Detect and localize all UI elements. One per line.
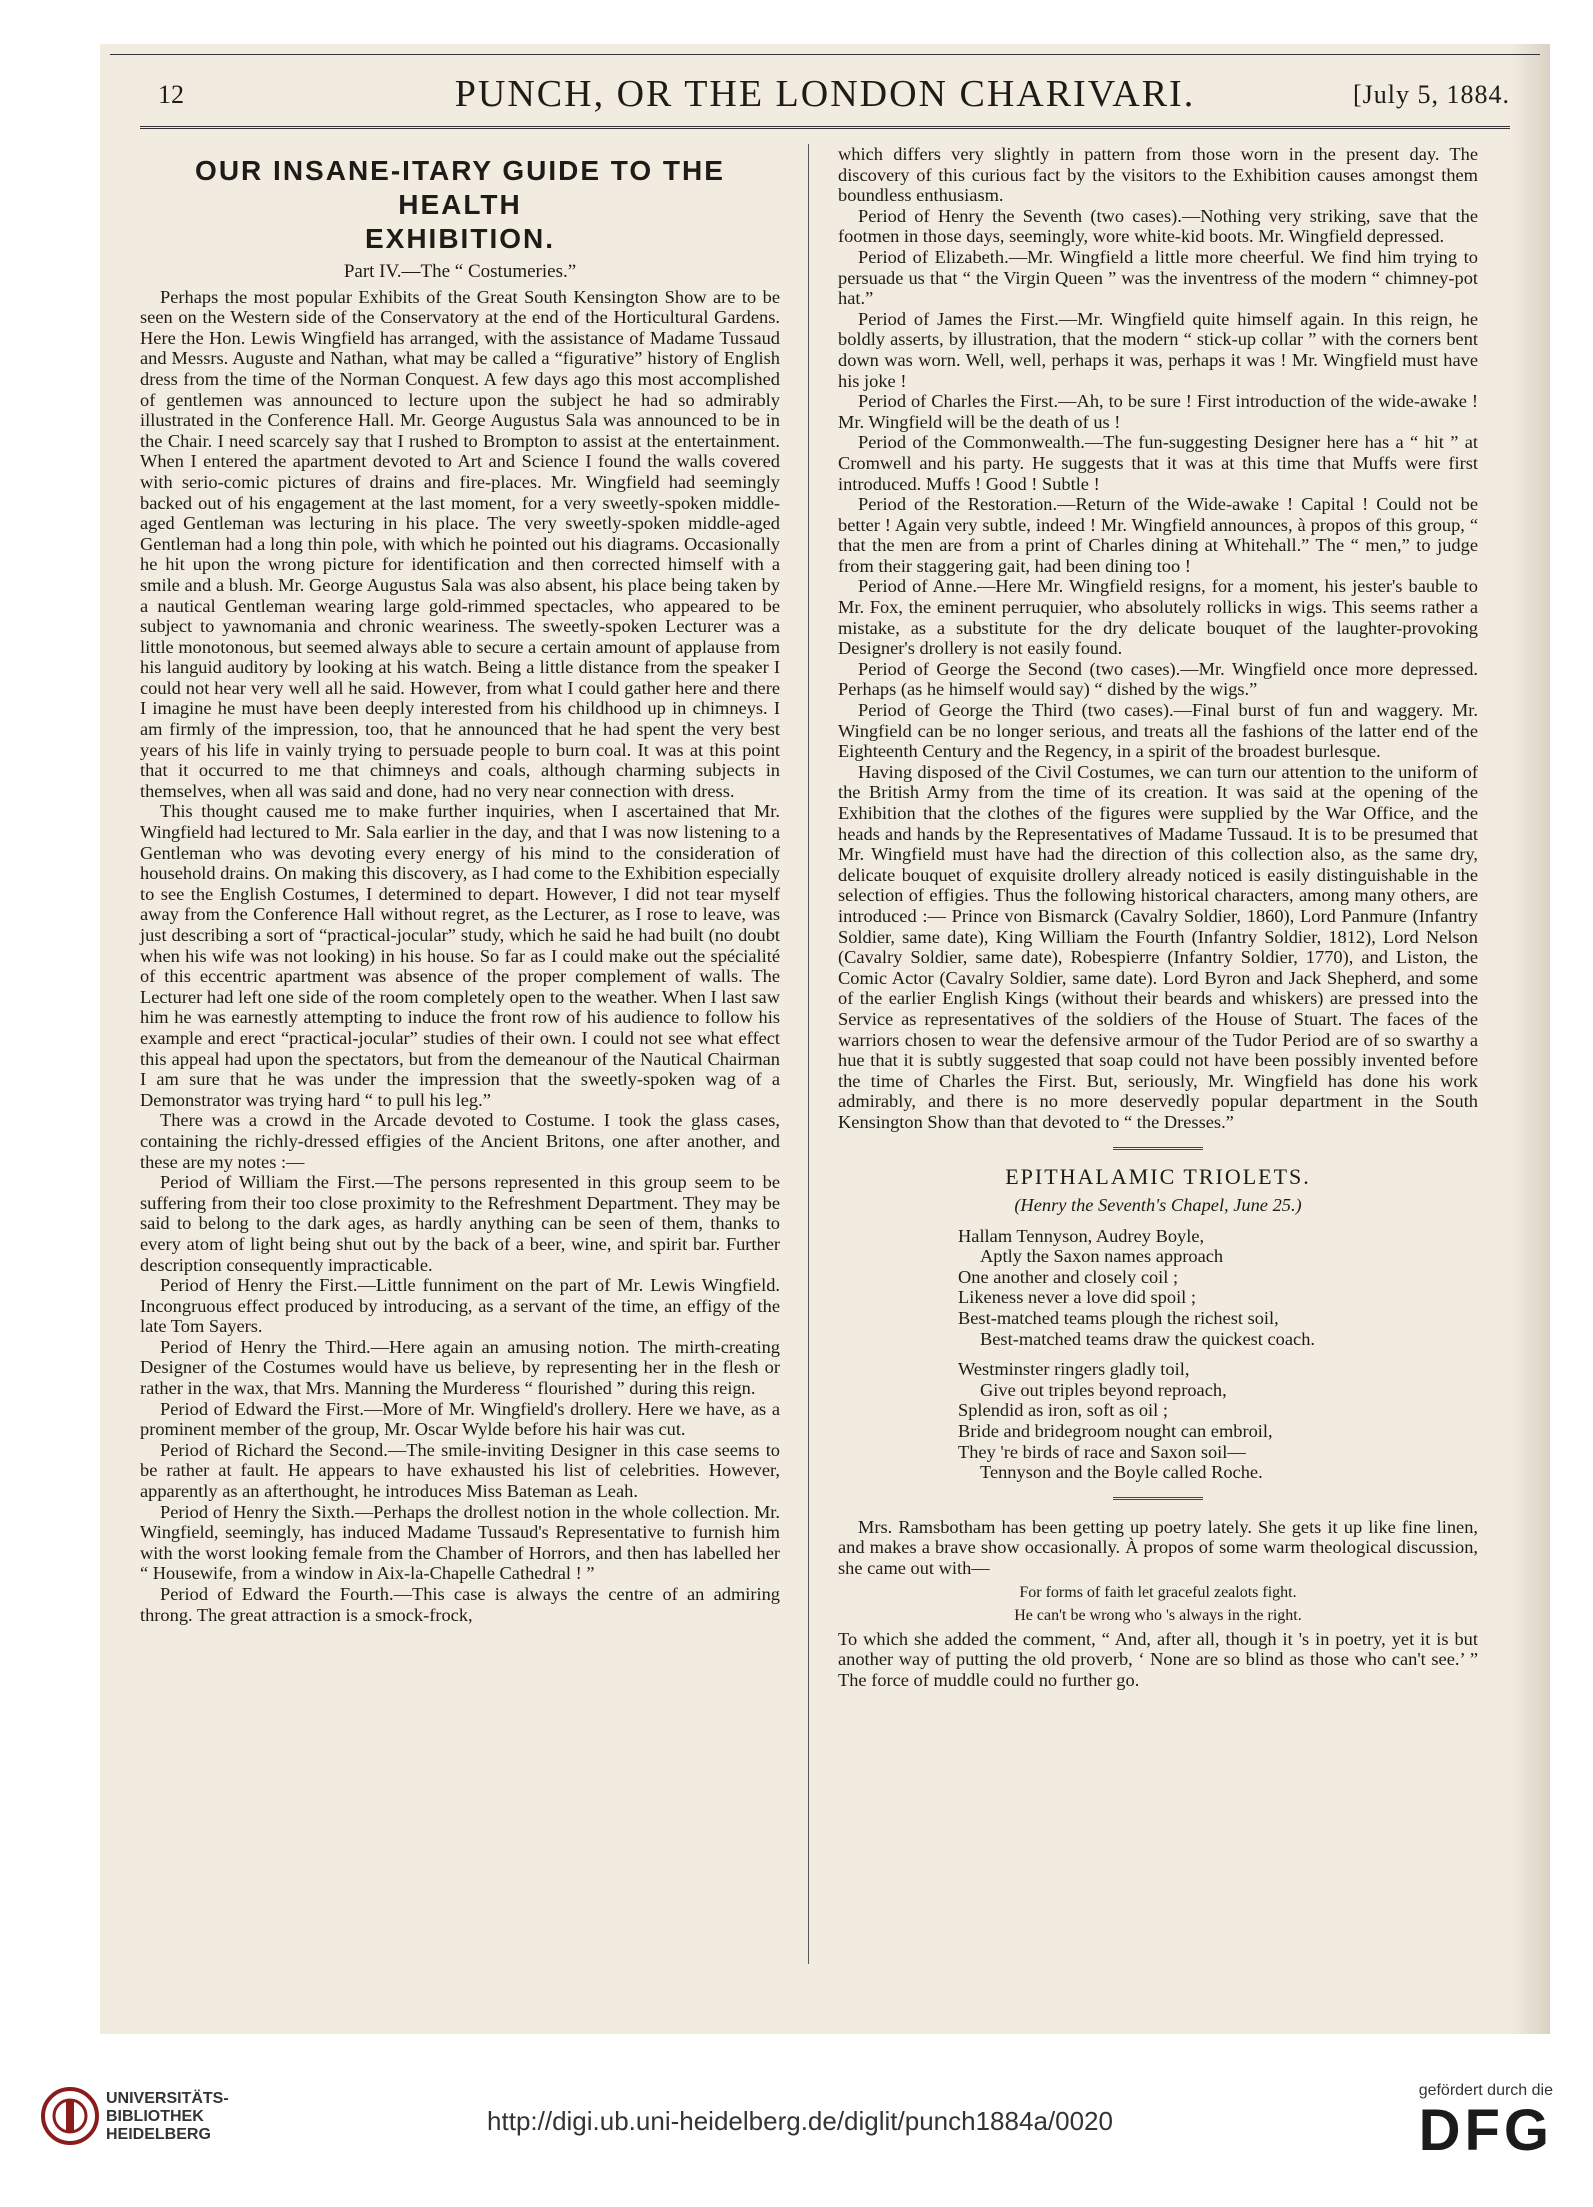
article-paragraph: Period of Elizabeth.—Mr. Wingfield a little more cheerful. We find him trying to persuade us that “ the Virgin Queen ” was the inventress of the modern “ chimney-pot hat.” <box>838 246 1478 309</box>
article-paragraph: Period of George the Second (two cases).—Mr. Wingfield once more depressed. Perhaps (as he himself would say) “ dished by the wigs.” <box>838 658 1478 700</box>
top-rule <box>110 54 1540 55</box>
article-title <box>140 154 780 256</box>
article-paragraph: Period of Edward the First.—More of Mr. Wingfield's drollery. Here we have, as a prominent member of the group, Mr. Oscar Wylde before his hair was cut. <box>140 1398 780 1440</box>
section-separator <box>1113 1147 1203 1153</box>
article-subtitle: Part IV.—The “ Costumeries.” <box>343 261 577 282</box>
verse-quote: For forms of faith let graceful zealots fight. <box>1019 1583 1297 1601</box>
column-divider <box>808 144 809 1964</box>
library-seal-icon <box>40 2086 100 2146</box>
article-paragraph: This thought caused me to make further inquiries, when I ascertained that Mr. Wingfield had lectured to Mr. Sala earlier in the day, and that I was now listening to a Gentleman who was devoting every energy of his mind to the consideration of household drains. On making this discovery, as I had come to the Exhibition especially to see the English Costumes, I determined to depart. However, I did not tear myself away from the Conference Hall without regret, as the Lecturer, as I rose to leave, was just describing a sort of “practical-jocular” study, which he said he had built (no doubt when his wife was not looking) in his house. So far as I could make out the spécialité of this eccentric apartment was absence of the proper complement of walls. The Lecturer had left one side of the room completely open to the weather. When I last saw him he was earnestly attempting to induce the front row of his audience to follow his example and erect “practical-jocular” studies of their own. I could not see what effect this appeal had upon the spectators, but from the demeanour of the Nautical Chairman I am sure that he was under the impression that the sweetly-spoken wag of a Demonstrator was trying hard “ to pull his leg.” <box>140 801 780 1110</box>
section-separator <box>1113 1497 1203 1503</box>
article-paragraph: Period of Henry the Sixth.—Perhaps the drollest notion in the whole collection. Mr. Wingfield, seemingly, has induced Madame Tussaud's Representative to furnish him with the worst looking female from the Chamber of Horrors, and then has labelled her “ Housewife, from a window in Aix-la-Chapelle Cathedral ! ” <box>140 1501 780 1584</box>
poem-line: Hallam Tennyson, Audrey Boyle, <box>958 1225 1205 1246</box>
article-paragraph: Period of James the First.—Mr. Wingfield quite himself again. In this reign, he boldly asserts, by illustration, that the modern “ stick-up collar ” with the corners bent down was worn. Well, well, perhaps it was, perhaps it was ! Mr. Wingfield must have his joke ! <box>838 308 1478 391</box>
article-paragraph: Period of George the Third (two cases).—Final burst of fun and waggery. Mr. Wingfield can be no longer serious, and treats all the fashions of the latter end of the Eighteenth Century and the Regency, in a spirit of the broadest burlesque. <box>838 700 1478 762</box>
poem-line: They 're birds of race and Saxon soil— <box>958 1441 1246 1462</box>
permalink[interactable]: http://digi.ub.uni-heidelberg.de/diglit/punch1884a/0020 <box>487 2106 1113 2136</box>
article-title-line1: OUR INSANE-ITARY GUIDE TO THE HEALTH <box>195 155 725 220</box>
article-paragraph: Period of Charles the First.—Ah, to be sure ! First introduction of the wide-awake ! Mr. Wingfield will be the death of us ! <box>838 391 1478 432</box>
poem-line: Aptly the Saxon names approach <box>980 1246 1224 1267</box>
poem-line: One another and closely coil ; <box>958 1266 1179 1287</box>
article-paragraph: Period of Henry the Third.—Here again an amusing notion. The mirth-creating Designer of the Costumes would have us believe, by representing her in the flesh or rather in the wax, that Mrs. Manning the Murderess “ flourished ” during this reign. <box>140 1336 780 1399</box>
library-name <box>106 2090 229 2144</box>
funding-note: gefördert durch die <box>1418 2082 1553 2099</box>
article-paragraph: Period of the Restoration.—Return of the Wide-awake ! Capital ! Could not be better ! Again very subtle, indeed ! Mr. Wingfield announces, à propos of this group, “ that the men are from a print of Charles dining at Whitehall.” The “ men,” to judge from their staggering gait, had been dining too ! <box>838 494 1478 576</box>
library-name-line1: UNIVERSITÄTS- <box>106 2090 229 2107</box>
article-paragraph: There was a crowd in the Arcade devoted to Costume. I took the glass cases, containing the richly-dressed effigies of the Ancient Britons, one after another, and these are my notes :— <box>140 1110 780 1172</box>
ramsbotham-paragraph: Mrs. Ramsbotham has been getting up poetry lately. She gets it up like fine linen, and makes a brave show occasionally. À propos of some warm theological discussion, she came out with— <box>838 1516 1478 1578</box>
article-paragraph: Having disposed of the Civil Costumes, we can turn our attention to the uniform of the British Army from the time of its creation. It was said at the opening of the Exhibition that the clothes of the figures were supplied by the War Office, and the heads and hands by the Representatives of Madame Tussaud. It is to be presumed that Mr. Wingfield must have had the direction of this collection also, as the same dry, delicate bouquet of exquisite drollery already noticed is easily distinguishable in the selection of effigies. Thus the following historical characters, among many others, are introduced :— Prince von Bismarck (Cavalry Soldier, 1860), Lord Panmure (Infantry Soldier, same date), King William the Fourth (Infantry Soldier, 1812), Lord Nelson (Cavalry Soldier, same date), Robespierre (Infantry Soldier, 1770), and Liston, the Comic Actor (Cavalry Soldier, same date). Lord Byron and Jack Shepherd, and some of the earlier English Kings (without their beards and whiskers) are pressed into the Service as representatives of the soldiers of the House of Stuart. The faces of the warriors chosen to wear the defensive armour of the Tudor Period are of so swarthy a hue that it is subtly suggested that soap could not have been possibly invented before the time of Charles the First. But, seriously, Mr. Wingfield has done his work admirably, and there is no more deservedly popular department in the South Kensington Show than that devoted to “ the Dresses.” <box>838 761 1478 1132</box>
header-rule <box>140 126 1510 132</box>
poem-title: EPITHALAMIC TRIOLETS. <box>1005 1163 1311 1189</box>
newspaper-page <box>100 44 1550 2034</box>
article-paragraph: Perhaps the most popular Exhibits of the Great South Kensington Show are to be seen on the Western side of the Conservatory at the end of the Horticultural Gardens. Here the Hon. Lewis Wingfield has arranged, with the assistance of Madame Tussaud and Messrs. Auguste and Nathan, what may be called a “figurative” history of English dress from the time of the Norman Conquest. A few days ago this most accomplished of gentlemen was announced to lecture upon the subject he had so admirably illustrated in the Conference Hall. Mr. George Augustus Sala was announced to be in the Chair. I need scarcely say that I rushed to Brompton to assist at the entertainment. When I entered the apartment devoted to Art and Science I found the walls covered with serio-comic pictures of drains and fire-places. Mr. Wingfield had seemingly backed out of his engagement at the last moment, for a very sweetly-spoken middle-aged Gentleman was lecturing in his place. The very sweetly-spoken middle-aged Gentleman had a long thin pole, with which he pointed out his diagrams. Occasionally he hit upon the wrong picture for identification and then corrected himself with a smile and a blush. Mr. George Augustus Sala was also absent, his place being taken by a nautical Gentleman wearing large gold-rimmed spectacles, who appeared to be subject to yawnomania and chronic weariness. The sweetly-spoken Lecturer was a little monotonous, but seemed always able to secure a certain amount of applause from his languid auditory by looking at his watch. Being a little distance from the speaker I could not hear very well all he said. However, from what I could gather here and there I imagine he must have been deeply interested from his childhood up in chimneys. I am firmly of the impression, too, that he announced that he had spent the very best years of his life in vainly trying to persuade people to burn coal. It was at this point that it occurred to me that chimneys and coals, although charming subjects in themselves, when all was said and done, had no very near connection with dress. <box>140 286 780 801</box>
poem-line: Likeness never a love did spoil ; <box>958 1287 1197 1308</box>
article-paragraph: Period of Edward the Fourth.—This case is always the centre of an admiring throng. The great attraction is a smock-frock, <box>140 1584 780 1625</box>
poem-line: Westminster ringers gladly toil, <box>958 1359 1190 1380</box>
article-paragraph: Period of Anne.—Here Mr. Wingfield resigns, for a moment, his jester's bauble to Mr. Fox, the eminent perruquier, who absolutely rollicks in wigs. This seems rather a mistake, as a substitute for the dry delicate bouquet of the laughter-provoking Designer's drollery is not easily found. <box>838 576 1478 659</box>
article-paragraph: Period of Richard the Second.—The smile-inviting Designer in this case seems to be rather at fault. He appears to have exhausted his list of celebrities. However, apparently as an afterthought, he introduces Miss Bateman as Leah. <box>140 1439 780 1502</box>
article-paragraph: Period of William the First.—The persons represented in this group seem to be suffering from their too close proximity to the Refreshment Department. They may be said to belong to the dark ages, as hardly anything can be seen of them, thanks to every atom of light being shut out by the back of a beer, wine, and spirit bar. Further description consequently impracticable. <box>140 1172 780 1275</box>
library-logo[interactable] <box>40 2086 300 2146</box>
article-paragraph: which differs very slightly in pattern from those worn in the present day. The discovery of this curious fact by the visitors to the Exhibition causes amongst them boundless enthusiasm. <box>838 144 1478 206</box>
poem-line: Bride and bridegroom nought can embroil, <box>958 1421 1273 1442</box>
article-title-line2: EXHIBITION. <box>364 223 555 254</box>
poem-line: Give out triples beyond reproach, <box>980 1379 1227 1400</box>
page-edge-shadow <box>1510 44 1550 2034</box>
ramsbotham-paragraph: To which she added the comment, “ And, after all, though it 's in poetry, yet it is but another way of putting the old proverb, ‘ None are so blind as those who can't see.’ ” The force of muddle could no further go. <box>838 1628 1478 1690</box>
dfg-logo-text: DFG <box>1418 2098 1553 2163</box>
article-paragraph: Period of the Commonwealth.—The fun-suggesting Designer here has a “ hit ” at Cromwell and his party. He suggests that it was at this time that Muffs were first introduced. Muffs ! Good ! Subtle ! <box>838 432 1478 494</box>
funder-logo[interactable] <box>1419 2082 1553 2162</box>
library-name-line3: HEIDELBERG <box>106 2126 211 2143</box>
poem-line: Best-matched teams plough the richest soil, <box>958 1308 1279 1329</box>
poem-subtitle: (Henry the Seventh's Chapel, June 25.) <box>1014 1195 1302 1216</box>
poem-line: Splendid as iron, soft as oil ; <box>958 1400 1168 1421</box>
poem-body <box>838 1226 1478 1483</box>
article-paragraph: Period of Henry the Seventh (two cases).—Nothing very striking, save that the footmen in those days, seemingly, wore white-kid boots. Mr. Wingfield depressed. <box>838 205 1478 247</box>
page-header <box>140 62 1510 122</box>
poem-line: Tennyson and the Boyle called Roche. <box>980 1462 1263 1483</box>
left-column <box>140 144 780 1625</box>
library-name-line2: BIBLIOTHEK <box>106 2108 204 2125</box>
masthead: PUNCH, OR THE LONDON CHARIVARI. <box>454 73 1196 115</box>
right-column <box>838 144 1478 1690</box>
issue-date: [July 5, 1884. <box>1353 80 1510 109</box>
digitization-footer <box>0 2036 1593 2207</box>
article-paragraph: Period of Henry the First.—Little funniment on the part of Mr. Lewis Wingfield. Incongruous effect produced by introducing, as a servant of the time, an effigy of the late Tom Sayers. <box>140 1275 780 1337</box>
poem-line: Best-matched teams draw the quickest coach. <box>980 1328 1315 1349</box>
verse-quote: He can't be wrong who 's always in the right. <box>1014 1606 1302 1624</box>
page-number: 12 <box>158 80 184 109</box>
